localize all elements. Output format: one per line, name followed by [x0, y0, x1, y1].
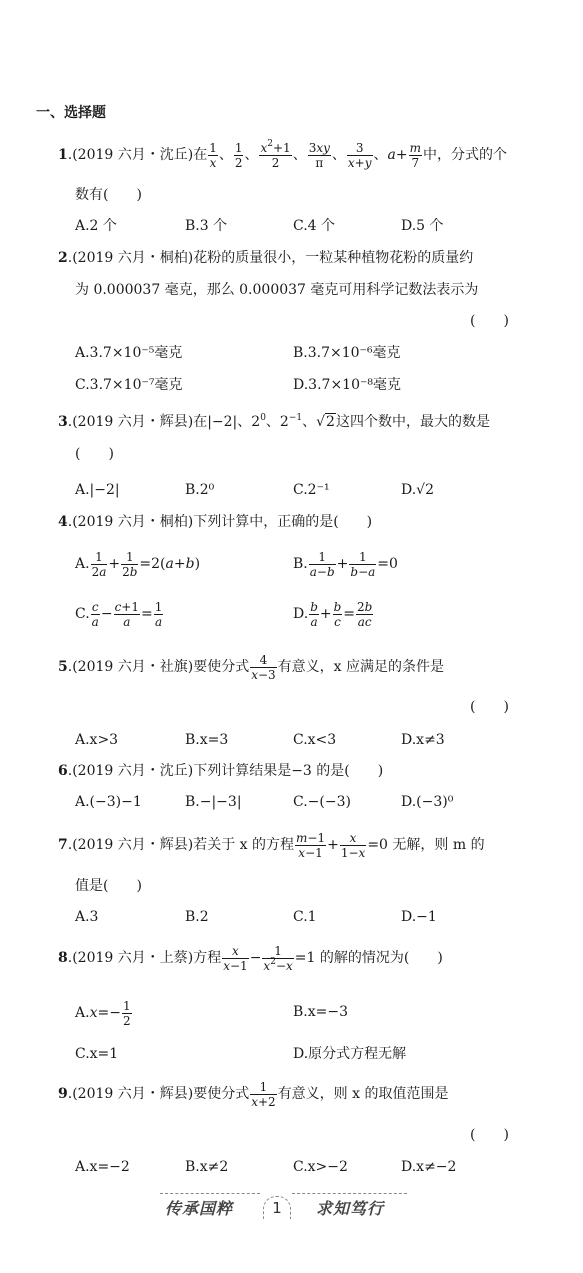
option-a: A.x=−2 — [75, 1159, 130, 1175]
question-number: 2 — [58, 250, 68, 266]
question-source: .(2019 六月・辉县)若关于 x 的方程 — [67, 837, 294, 853]
question-7-line-1: 7.(2019 六月・辉县)若关于 x 的方程 $\frac{m-1}{x-1}$ + $\frac{x}{1-x}$ =0 无解，则 m 的 — [58, 830, 485, 860]
question-3-line-2: ( ) — [75, 446, 114, 462]
option-d: D.x≠−2 — [401, 1159, 457, 1175]
question-text: 中，分式的个 — [423, 147, 507, 163]
option-c: C.2⁻¹ — [293, 482, 330, 498]
option-d: D.(−3)⁰ — [401, 794, 454, 810]
question-text: 有意义，x 应满足的条件是 — [277, 659, 445, 675]
option-d: D.3.7×10⁻⁸毫克 — [293, 377, 401, 393]
math-frac: $\frac{1}{x^2-x}$ — [263, 943, 293, 973]
math-frac: $\frac{m}{7}$ — [409, 140, 421, 170]
question-source: .(2019 六月・沈丘)在 — [67, 147, 208, 163]
question-text: .(2019 六月・沈丘)下列计算结果是−3 的是( ) — [67, 763, 384, 779]
question-7-line-2: 值是( ) — [75, 878, 142, 894]
option-a: A. $\frac{1}{2a}$ + $\frac{1}{2b}$ =2(a+b) — [75, 549, 201, 579]
question-text: 这四个数中，最大的数是 — [335, 414, 490, 430]
footer-divider-right — [292, 1193, 407, 1194]
option-d: D.−1 — [401, 909, 437, 925]
option-d: D.x≠3 — [401, 732, 445, 748]
question-number: 8 — [58, 950, 68, 966]
math-frac: $\frac{1}{2}$ — [234, 140, 243, 170]
option-c: C.x>−2 — [293, 1159, 348, 1175]
option-a: A.3.7×10⁻⁵毫克 — [75, 345, 183, 361]
option-c: C.x=1 — [75, 1046, 119, 1062]
option-a: A.2 个 — [75, 218, 117, 234]
option-b: B.2 — [185, 909, 209, 925]
math-frac: $\frac{x}{x-1}$ — [223, 943, 248, 973]
option-c: C. $\frac{c}{a}$ − $\frac{c+1}{a}$ = $\frac{1}{a}$ — [75, 599, 163, 629]
math-frac: $\frac{3xy}{\pi}$ — [308, 140, 330, 170]
option-a: A.(−3)−1 — [75, 794, 142, 810]
option-d: D.5 个 — [401, 218, 444, 234]
question-2-line-2: 为 0.000037 毫克，那么 0.000037 毫克可用科学记数法表示为 — [75, 282, 479, 298]
question-1-line-2: 数有( ) — [75, 187, 142, 203]
math-frac: $\frac{m-1}{x-1}$ — [296, 830, 326, 860]
question-number: 6 — [58, 763, 68, 779]
question-source: .(2019 六月・上蔡)方程 — [67, 950, 222, 966]
question-8-line-1: 8.(2019 六月・上蔡)方程 $\frac{x}{x-1}$ − $\frac{1}{x^2-x}$ =1 的解的情况为( ) — [58, 943, 443, 973]
footer-motto-left: 传承国粹 — [165, 1199, 234, 1218]
question-source: .(2019 六月・辉县)在 — [67, 414, 208, 430]
math-frac: $\frac{3}{x+y}$ — [347, 140, 372, 170]
option-c: C.−(−3) — [293, 794, 351, 810]
option-b: B.2⁰ — [185, 482, 215, 498]
question-9-line-1 — [58, 1079, 448, 1109]
option-d: D. $\frac{b}{a}$ + $\frac{b}{c}$ = $\frac{2b}{ac}$ — [293, 599, 373, 629]
question-6-line-1 — [58, 764, 383, 778]
page-number: 1 — [263, 1196, 291, 1219]
question-5-line-1 — [58, 652, 444, 682]
math-frac: $\frac{1}{x}$ — [209, 140, 217, 170]
option-a: A.x>3 — [75, 732, 119, 748]
math-frac: $\frac{x}{1-x}$ — [340, 830, 366, 860]
section-title: 一、选择题 — [36, 105, 106, 121]
math-frac: $\frac{x^2+1}{2}$ — [260, 138, 291, 170]
option-d: D.原分式方程无解 — [293, 1046, 407, 1062]
answer-paren: ( ) — [470, 699, 509, 715]
question-number: 5 — [58, 659, 68, 675]
option-a: A.|−2| — [75, 482, 120, 498]
question-text: .(2019 六月・桐柏)下列计算中，正确的是( ) — [67, 514, 373, 530]
option-d: D.√2 — [401, 482, 435, 498]
footer-motto-right: 求知笃行 — [316, 1199, 385, 1218]
option-b: B. $\frac{1}{a-b}$ + $\frac{1}{b-a}$ =0 — [293, 549, 398, 579]
question-number: 9 — [58, 1086, 68, 1102]
question-number: 4 — [58, 514, 68, 530]
question-number: 1 — [58, 147, 68, 163]
question-source: .(2019 六月・社旗)要使分式 — [67, 659, 250, 675]
option-a: A.3 — [75, 909, 99, 925]
option-b: B.3.7×10⁻⁶毫克 — [293, 345, 401, 361]
question-4-line-1 — [58, 515, 372, 529]
option-c: C.x<3 — [293, 732, 337, 748]
option-b: B.x=3 — [185, 732, 229, 748]
option-a: A.x=− $\frac{1}{2}$ — [75, 998, 131, 1028]
question-3-line-1: 3.(2019 六月・辉县)在|−2|、$2^0$、$2^{-1}$、√2这四个数中，最大的数是 — [58, 413, 490, 430]
footer-divider-left — [160, 1193, 260, 1194]
question-text: =0 无解，则 m 的 — [367, 837, 485, 853]
option-c: C.4 个 — [293, 218, 336, 234]
answer-paren: ( ) — [470, 1127, 509, 1143]
option-b: B.−|−3| — [185, 794, 242, 810]
question-1-line-1: 1.(2019 六月・沈丘)在 $\frac{1}{x}$ 、 $\frac{1}{2}$ 、 $\frac{x^2+1}{2}$ 、 $\frac{3xy}{\pi}$ 、 $\frac{3}{x+y}$ 、a+ $\frac{m}{7}$ 中，分式的个 — [58, 138, 507, 170]
option-b: B.x=−3 — [293, 1004, 349, 1020]
question-source: .(2019 六月・辉县)要使分式 — [67, 1086, 250, 1102]
math-frac: $\frac{1}{x+2}$ — [251, 1079, 276, 1109]
question-number: 3 — [58, 414, 68, 430]
option-b: B.x≠2 — [185, 1159, 229, 1175]
answer-paren: ( ) — [470, 313, 509, 329]
question-text: =1 的解的情况为( ) — [294, 950, 443, 966]
question-text: .(2019 六月・桐柏)花粉的质量很小，一粒某种植物花粉的质量约 — [67, 250, 474, 266]
option-b: B.3 个 — [185, 218, 228, 234]
question-text: 有意义，则 x 的取值范围是 — [277, 1086, 449, 1102]
question-2-line-1 — [58, 251, 473, 265]
option-c: C.1 — [293, 909, 317, 925]
question-number: 7 — [58, 837, 68, 853]
option-c: C.3.7×10⁻⁷毫克 — [75, 377, 183, 393]
math-frac: $\frac{4}{x-3}$ — [251, 652, 276, 682]
